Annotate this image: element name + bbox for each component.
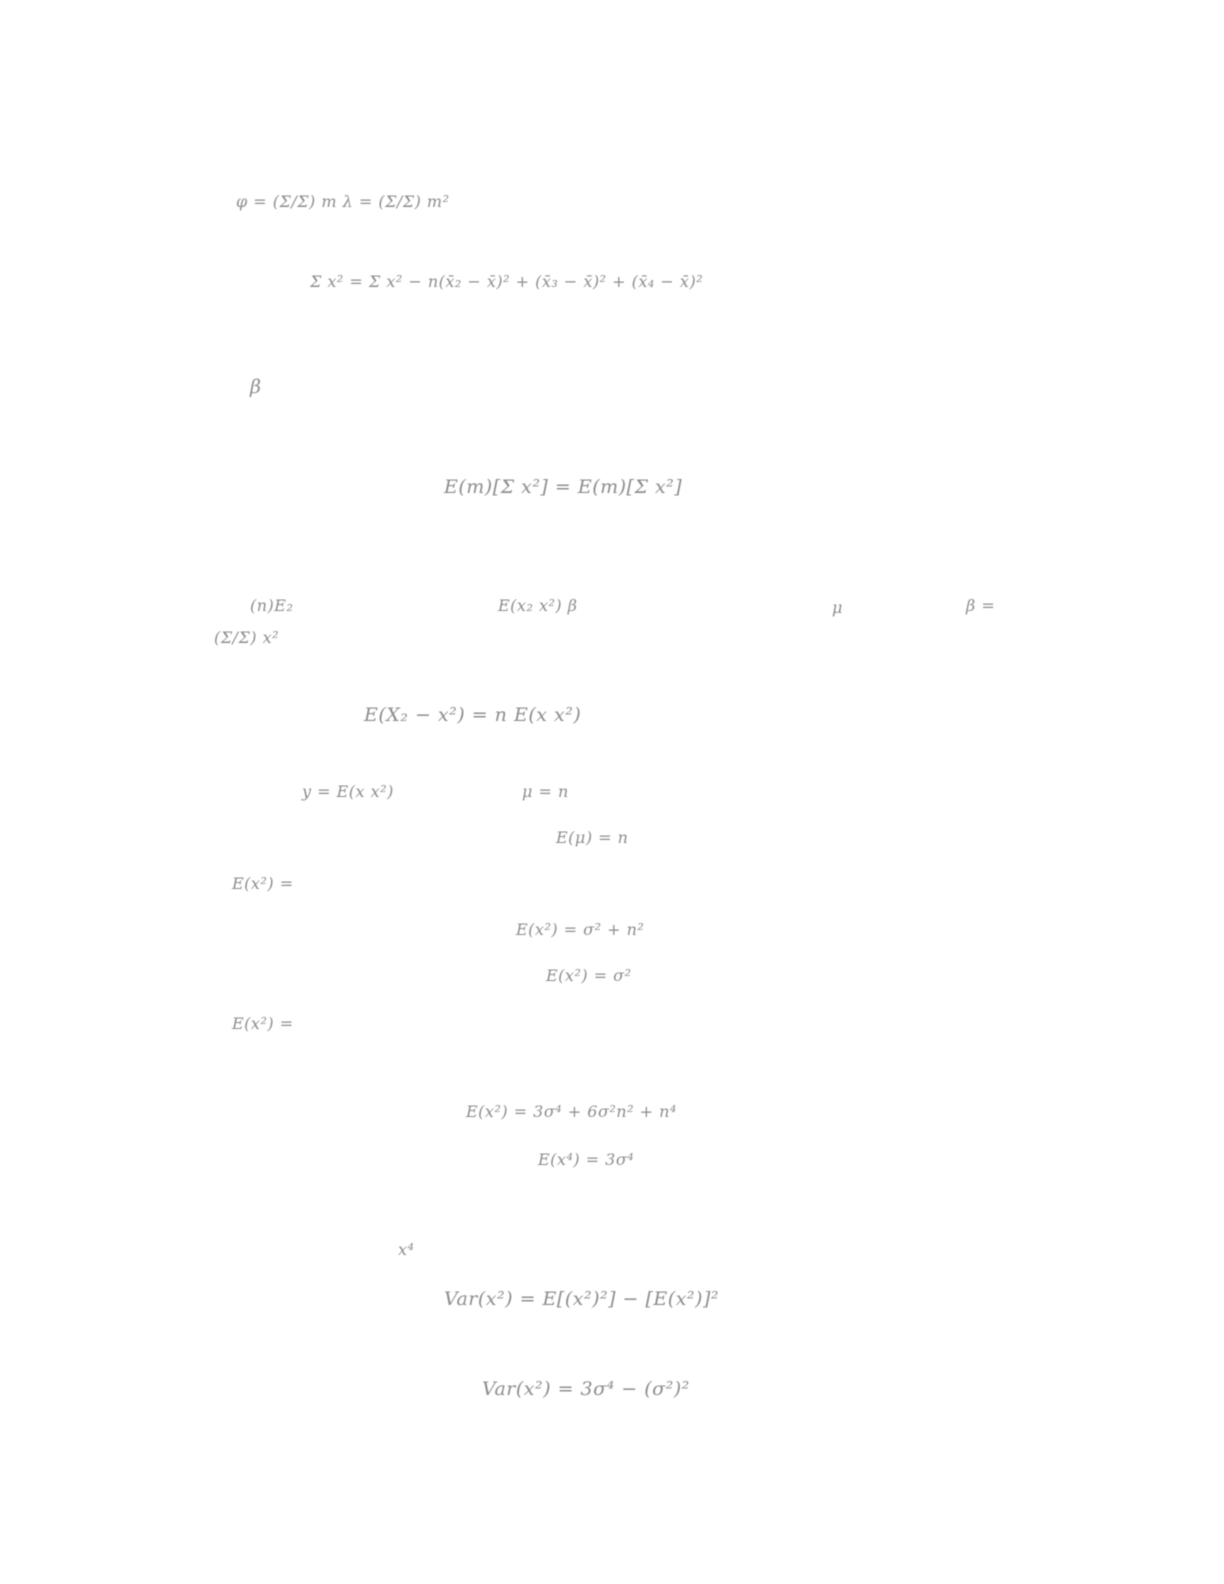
equation-line-3: E(m)[Σ x²] = E(m)[Σ x²] [444,476,683,498]
equation-line-4-r1: μ [832,598,843,617]
equation-line-11: E(x²) = [232,1014,294,1033]
equation-line-8: E(x²) = [232,874,294,893]
equation-line-10: E(x²) = σ² [546,966,632,985]
equation-line-5: E(X₂ − x²) = n E(x x²) [364,704,582,726]
equation-line-6-right: μ = n [522,782,569,801]
equation-marker-x4: x⁴ [398,1240,415,1259]
equation-line-6-left: y = E(x x²) [302,782,394,801]
equation-line-15: Var(x²) = 3σ⁴ − (σ²)² [482,1378,690,1400]
equation-line-13: E(x⁴) = 3σ⁴ [538,1150,635,1169]
equation-line-7: E(μ) = n [556,828,629,847]
equation-line-14: Var(x²) = E[(x²)²] − [E(x²)]² [444,1288,719,1310]
equation-line-1: φ = (Σ/Σ) m λ = (Σ/Σ) m² [236,192,450,211]
equation-line-9: E(x²) = σ² + n² [516,920,645,939]
equation-line-4-r2: β = [966,596,996,615]
equation-line-2: Σ x² = Σ x² − n(x̄₂ − x̄)² + (x̄₃ − x̄)² + (x̄₄ − x̄)² [310,272,704,291]
equation-line-4-left: (n)E₂ [250,596,294,615]
equation-line-4-mid: E(x₂ x²) β [498,596,578,615]
equation-marker-beta: β [250,376,262,398]
equation-line-4-below: (Σ/Σ) x² [214,628,280,647]
equation-line-12: E(x²) = 3σ⁴ + 6σ²n² + n⁴ [466,1102,677,1121]
